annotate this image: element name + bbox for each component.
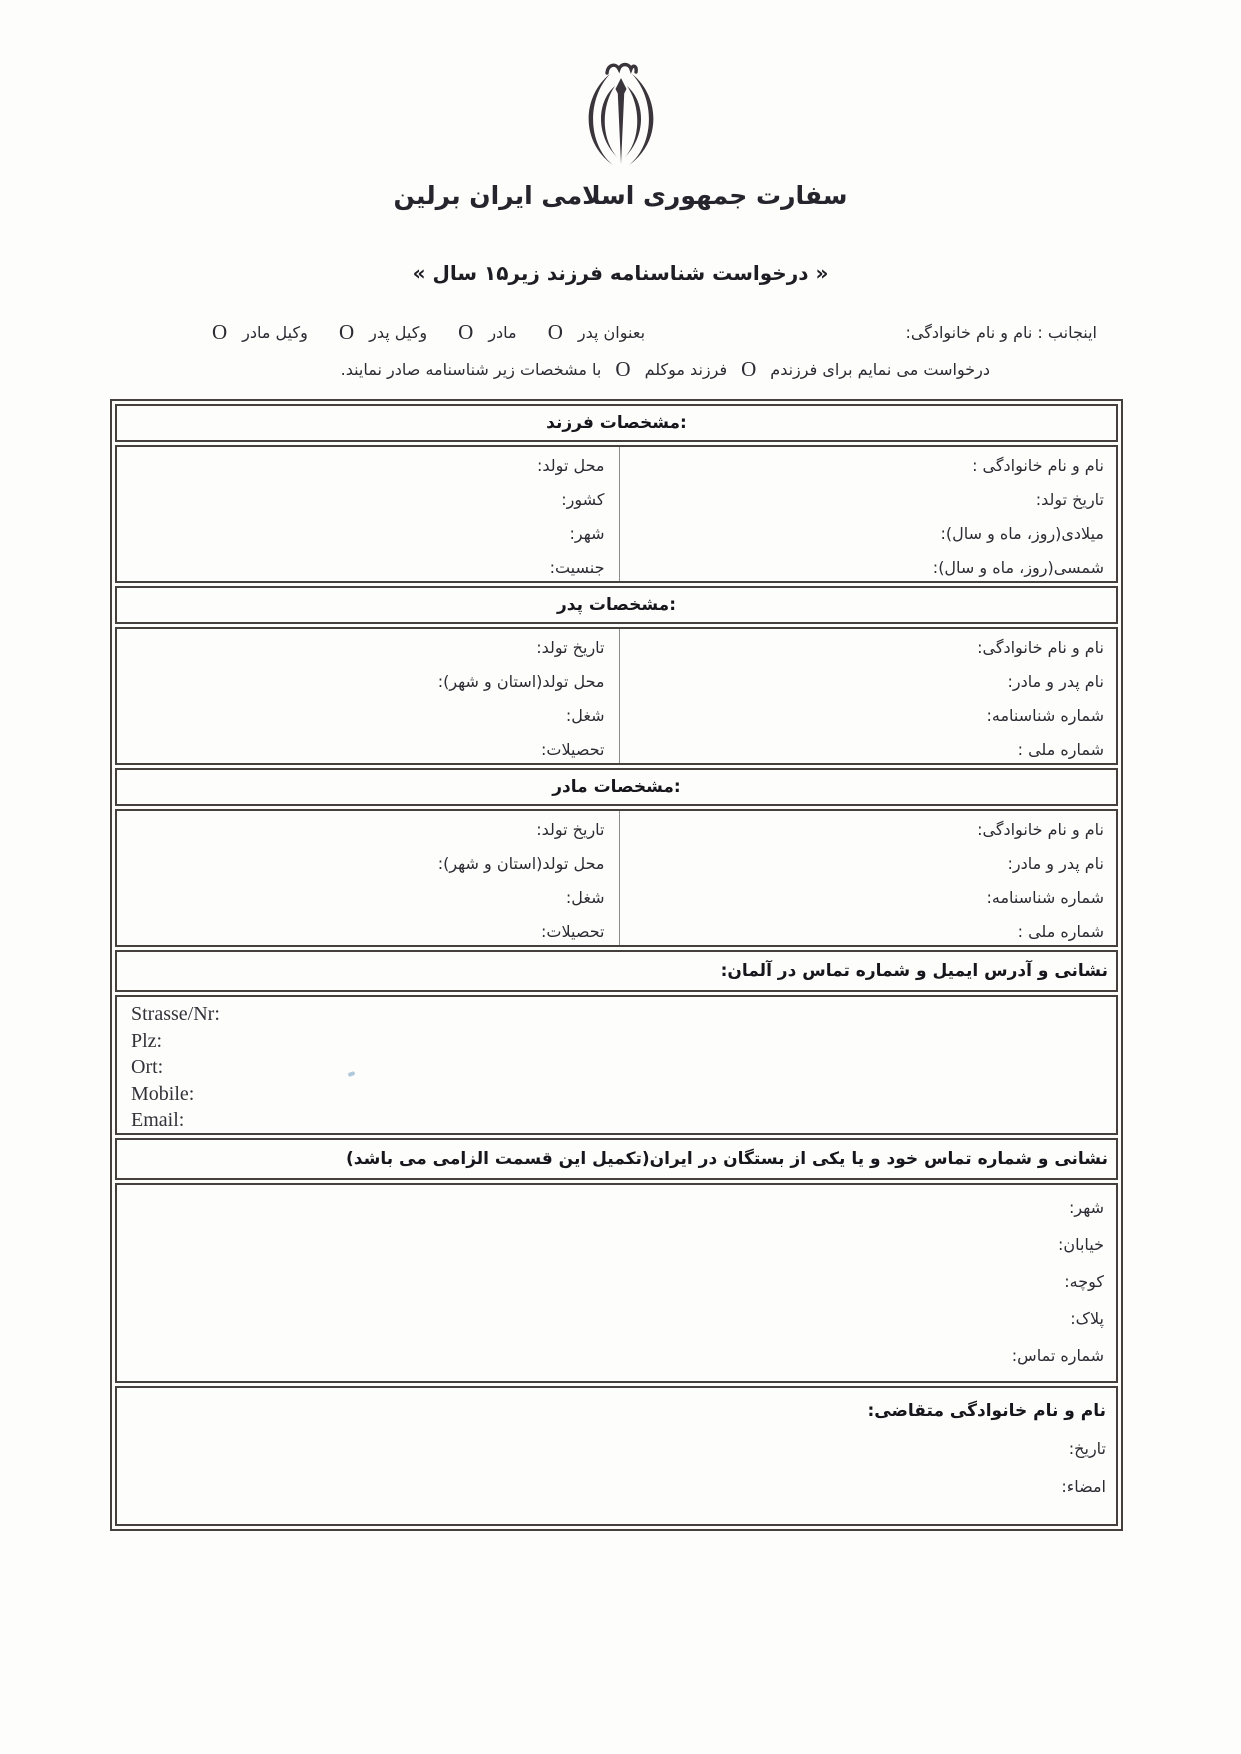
section-header-father: مشخصات پدر: bbox=[115, 586, 1118, 624]
father-education-label: تحصیلات: bbox=[541, 740, 605, 759]
father-fullname-label: نام و نام خانوادگی: bbox=[977, 638, 1104, 657]
father-occupation-label: شغل: bbox=[565, 706, 605, 725]
section-header-iran-address: نشانی و شماره تماس خود و یا یکی از بستگان در ایران(تکمیل این قسمت الزامی می باشد) bbox=[115, 1138, 1118, 1180]
germany-mobile-label: Mobile: bbox=[131, 1082, 195, 1105]
iran-house-number-label: پلاک: bbox=[1070, 1309, 1104, 1328]
child-birthplace-label: محل تولد: bbox=[537, 456, 605, 475]
role-option-father-attorney bbox=[338, 320, 428, 344]
role-option-mother bbox=[458, 320, 517, 344]
mother-fields-left-column bbox=[117, 811, 618, 945]
child-gregorian-date-label: میلادی(روز، ماه و سال): bbox=[940, 524, 1104, 543]
role-mother-attorney-circle[interactable]: O bbox=[212, 320, 228, 344]
child-country-label: کشور: bbox=[561, 490, 605, 509]
form-title: « درخواست شناسنامه فرزند زیر۱۵ سال » bbox=[412, 261, 829, 285]
child-fullname-label: نام و نام خانوادگی : bbox=[972, 456, 1104, 475]
role-mother-attorney-label: وکیل مادر bbox=[242, 323, 308, 342]
client-child-circle[interactable]: O bbox=[615, 357, 631, 381]
child-fields bbox=[115, 445, 1118, 583]
germany-plz-label: Plz: bbox=[131, 1029, 163, 1052]
request-tail-label: با مشخصات زیر شناسنامه صادر نمایند. bbox=[340, 360, 602, 379]
mother-fullname-label: نام و نام خانوادگی: bbox=[977, 820, 1104, 839]
applicant-fullname-label: نام و نام خانوادگی متقاضی: bbox=[867, 1401, 1106, 1421]
mother-fields bbox=[115, 809, 1118, 947]
role-father-label: بعنوان پدر bbox=[577, 323, 646, 342]
germany-street-label: Strasse/Nr: bbox=[131, 1003, 220, 1025]
role-father-attorney-circle[interactable]: O bbox=[338, 320, 355, 344]
child-gender-label: جنسیت: bbox=[549, 558, 605, 577]
role-option-mother-attorney bbox=[212, 320, 308, 344]
role-father-attorney-label: وکیل پدر bbox=[369, 323, 428, 342]
iran-street-label: خیابان: bbox=[1057, 1235, 1104, 1254]
father-parents-names-label: نام پدر و مادر: bbox=[1007, 672, 1104, 691]
father-fields bbox=[115, 627, 1118, 765]
child-city-label: شهر: bbox=[569, 524, 605, 543]
germany-email-label: Email: bbox=[131, 1109, 185, 1131]
iran-phone-label: شماره تماس: bbox=[1011, 1346, 1104, 1365]
mother-national-number-label: شماره ملی : bbox=[1017, 922, 1104, 941]
role-options bbox=[212, 316, 645, 348]
intro-line-1 bbox=[0, 316, 1241, 348]
intro-line-2 bbox=[0, 353, 1241, 385]
role-father-circle[interactable]: O bbox=[547, 320, 563, 344]
mother-fields-right-column bbox=[619, 811, 1117, 945]
mother-parents-names-label: نام پدر و مادر: bbox=[1007, 854, 1104, 873]
iran-alley-label: کوچه: bbox=[1064, 1272, 1104, 1291]
section-header-child: مشخصات فرزند: bbox=[115, 404, 1118, 442]
father-id-number-label: شماره شناسنامه: bbox=[986, 706, 1104, 725]
iran-emblem-icon bbox=[567, 58, 675, 170]
mother-occupation-label: شغل: bbox=[565, 888, 605, 907]
mother-birthdate-label: تاریخ تولد: bbox=[536, 820, 605, 839]
request-client-child-label: فرزند موکلم bbox=[644, 360, 728, 379]
iran-address-fields bbox=[115, 1183, 1118, 1383]
iran-city-label: شهر: bbox=[1069, 1198, 1104, 1217]
section-header-germany-address: نشانی و آدرس ایمیل و شماره تماس در آلمان: bbox=[115, 950, 1118, 992]
father-fields-right-column bbox=[619, 629, 1117, 763]
mother-education-label: تحصیلات: bbox=[541, 922, 605, 941]
child-fields-left-column bbox=[117, 447, 618, 581]
child-solar-date-label: شمسی(روز، ماه و سال): bbox=[932, 558, 1104, 577]
father-national-number-label: شماره ملی : bbox=[1017, 740, 1104, 759]
father-birthplace-label: محل تولد(استان و شهر): bbox=[437, 672, 605, 691]
child-birthdate-label: تاریخ تولد: bbox=[1035, 490, 1104, 509]
father-fields-left-column bbox=[117, 629, 618, 763]
mother-id-number-label: شماره شناسنامه: bbox=[986, 888, 1104, 907]
germany-address-fields bbox=[115, 995, 1118, 1135]
section-header-mother: مشخصات مادر: bbox=[115, 768, 1118, 806]
mother-birthplace-label: محل تولد(استان و شهر): bbox=[437, 854, 605, 873]
role-mother-label: مادر bbox=[488, 323, 517, 342]
form-table bbox=[110, 399, 1123, 1531]
applicant-signature-label: امضاء: bbox=[1061, 1477, 1106, 1496]
role-option-father bbox=[547, 320, 646, 344]
role-mother-circle[interactable]: O bbox=[458, 320, 474, 344]
child-fields-right-column bbox=[619, 447, 1117, 581]
applicant-date-label: تاریخ: bbox=[1068, 1439, 1106, 1458]
father-birthdate-label: تاریخ تولد: bbox=[536, 638, 605, 657]
embassy-title: سفارت جمهوری اسلامی ایران برلین bbox=[393, 181, 848, 210]
applicant-section bbox=[115, 1386, 1118, 1526]
own-child-circle[interactable]: O bbox=[741, 357, 757, 381]
germany-ort-label: Ort: bbox=[131, 1056, 164, 1078]
applicant-name-label: اینجانب : نام و نام خانوادگی: bbox=[905, 323, 1097, 342]
request-own-child-label: درخواست می نمایم برای فرزندم bbox=[770, 360, 990, 379]
